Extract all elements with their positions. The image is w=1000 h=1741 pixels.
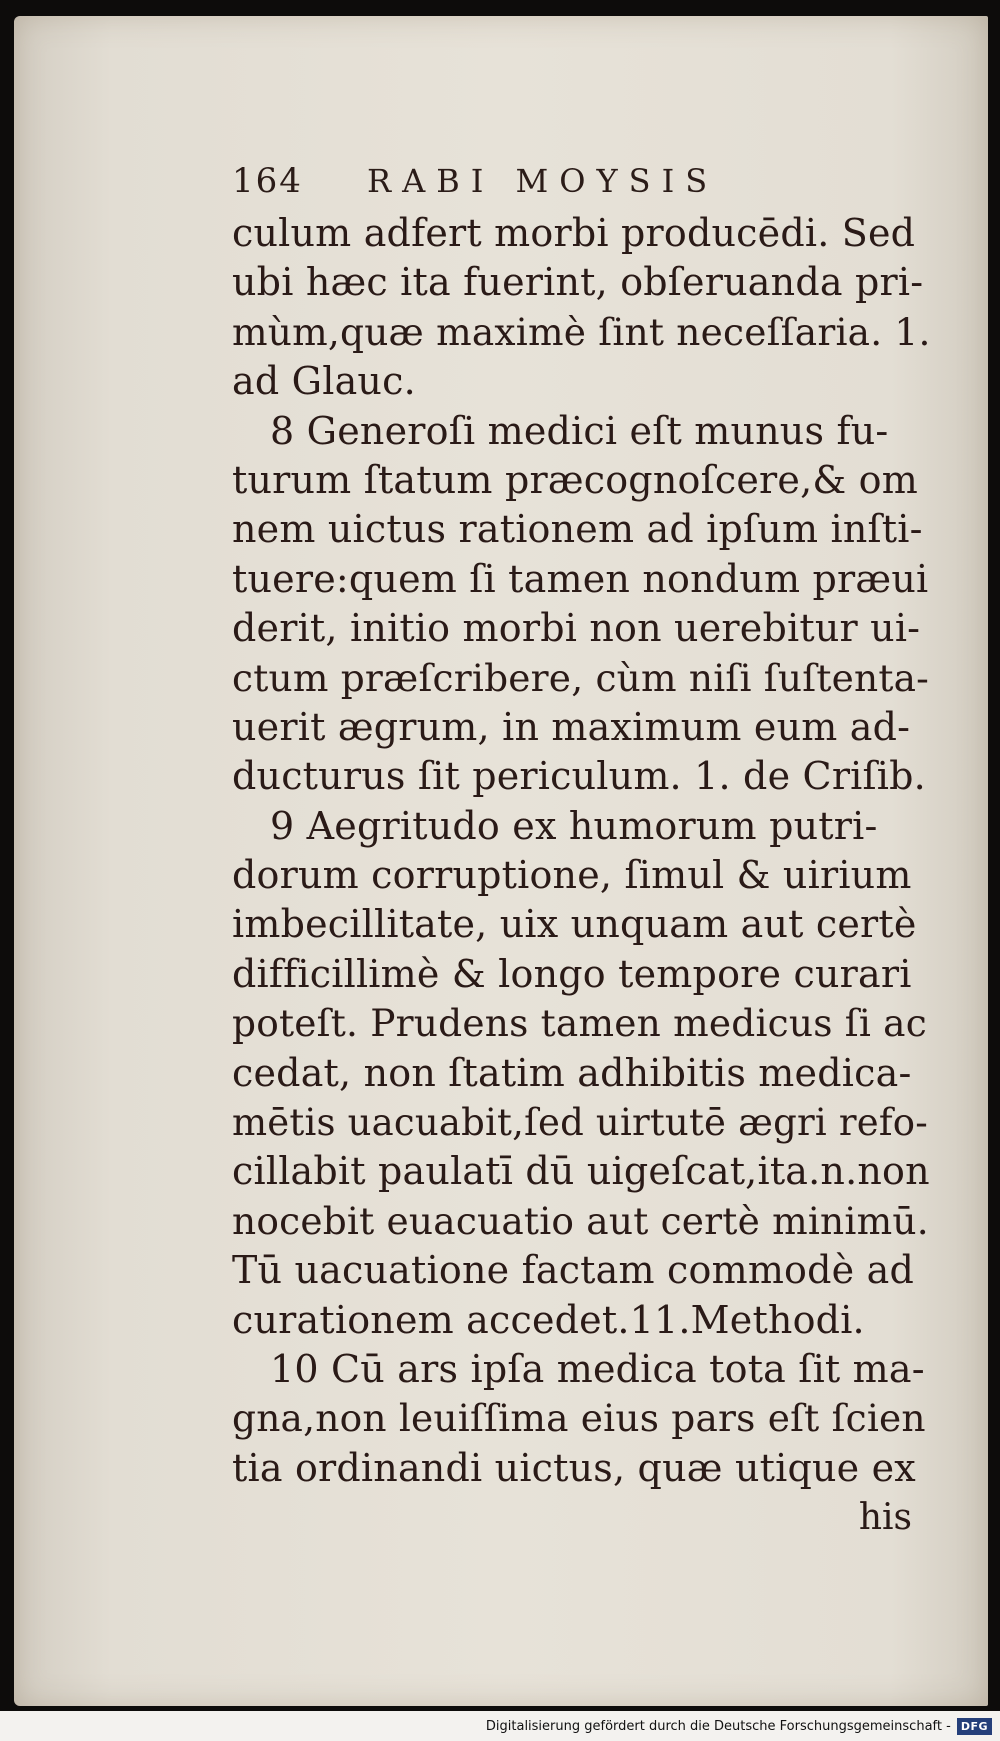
credit-text: Digitalisierung gefördert durch die Deutsche Forschungsgemeinschaft - [485,1718,951,1734]
text-line: curationem accedet.11.Methodi. [232,1297,865,1342]
text-line: ad Glauc. [232,359,416,404]
text-line: 9 Aegritudo ex humorum putri- [270,803,878,848]
text-line: uerit ægrum, in maximum eum ad- [232,704,911,749]
text-line: derit, initio morbi non uerebitur ui- [232,606,921,651]
text-line: cillabit paulatī dū uigeſcat,ita.n.non [232,1149,930,1194]
text-line: imbecillitate, uix unquam aut certè [232,902,917,947]
text-line: ctum præſcribere, cùm niſi ſuſtenta- [232,655,930,700]
text-line: ubi hæc ita fuerint, obſeruanda pri- [232,260,924,305]
page-number: 164 [232,161,303,201]
text-line: difficillimè & longo tempore curari [232,951,912,996]
text-line: poteſt. Prudens tamen medicus ſi ac [232,1001,927,1046]
text-line: mùm,quæ maximè ſint neceſſaria. 1. [232,309,931,354]
dfg-logo: DFG [957,1718,992,1735]
running-title: RABI MOYSIS [367,162,719,200]
text-line: cedat, non ſtatim adhibitis medica- [232,1050,912,1095]
book-page [14,16,988,1706]
page-header [232,161,932,209]
text-line: gna,non leuiſſima eius pars eſt ſcien [232,1396,926,1441]
digitization-credit-bar [0,1711,1000,1741]
text-line: mētis uacuabit,ſed uirtutē ægri refo- [232,1101,928,1145]
body-text [232,209,932,1493]
text-line: nocebit euacuatio aut certè minimū. [232,1198,929,1243]
text-line: 10 Cū ars ipſa medica tota ſit ma- [270,1346,925,1391]
text-line: Tū uacuatione factam commodè ad [232,1248,914,1293]
text-line: 8 Generoſi medici eſt munus fu- [270,408,889,453]
catchword: his [858,1497,912,1539]
text-line: dorum corruptione, ſimul & uirium [232,853,912,898]
text-line: nem uictus rationem ad ipſum inſti- [232,507,923,552]
text-line: culum adfert morbi producēdi. Sed [232,211,916,255]
text-line: ducturus ſit periculum. 1. de Criſib. [232,754,926,799]
text-block [232,161,932,1543]
text-line: tuere:quem ſi tamen nondum præui [232,556,929,601]
text-line: tia ordinandi uictus, quæ utique ex [232,1445,916,1490]
text-line: turum ſtatum præcognoſcere,& om [232,457,918,502]
